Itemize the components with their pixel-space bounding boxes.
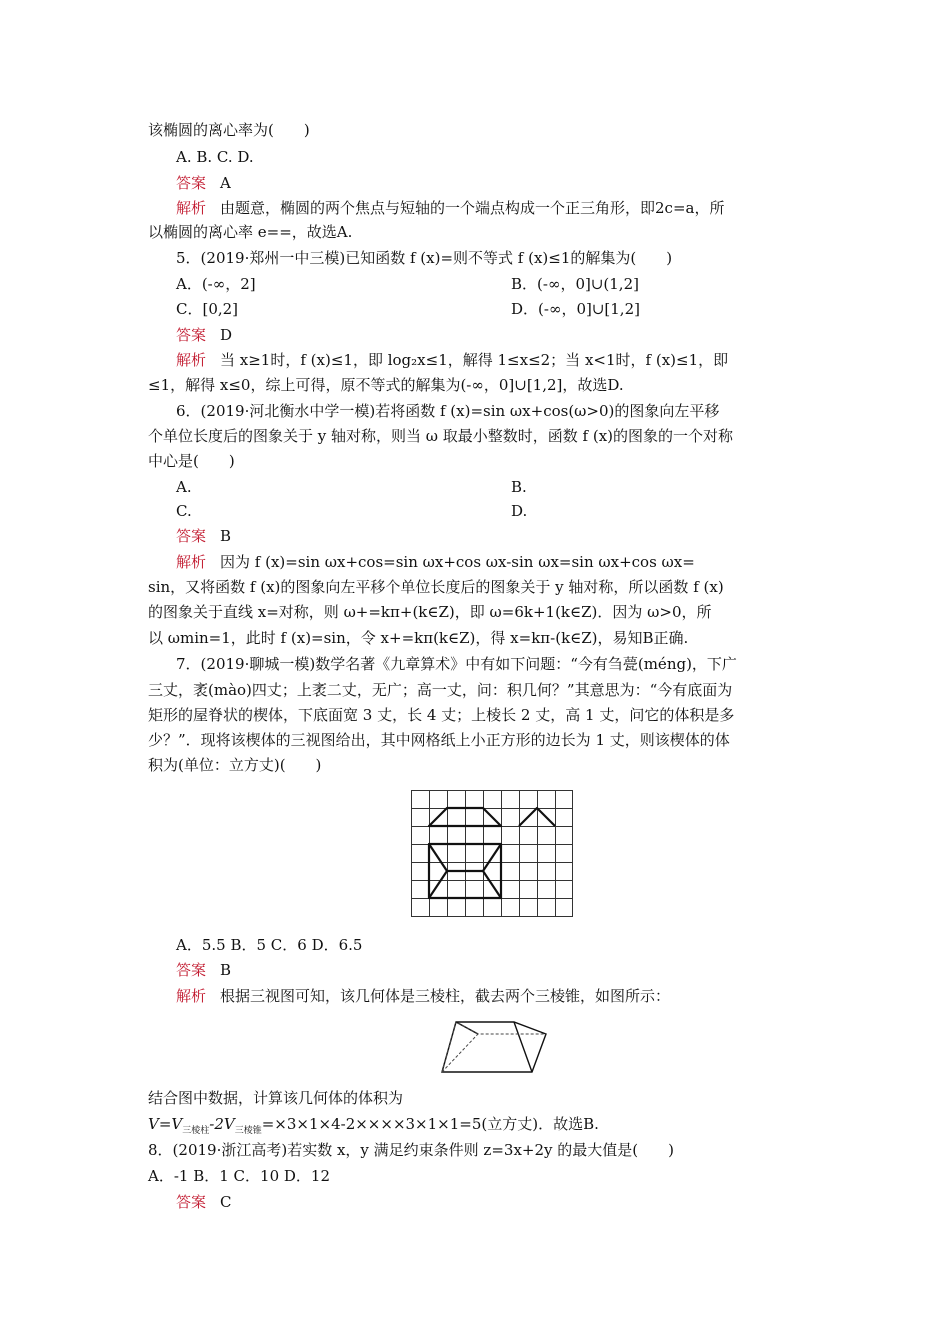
q6-analysis-2: sin，又将函数 f (x)的图象向左平移个单位长度后的图象关于 y 轴对称，所以函数 f (x) [148, 578, 724, 596]
analysis-text: 由题意，椭圆的两个焦点与短轴的一个端点构成一个正三角形，即2c=a，所 [220, 199, 725, 217]
answer-value: A [220, 174, 231, 192]
solid-figure [438, 1020, 554, 1076]
answer-value: B [220, 961, 232, 979]
q6-option-d: D. [511, 502, 528, 520]
answer-label: 答案 [176, 961, 207, 979]
q7-stem-4: 少？”．现将该楔体的三视图给出，其中网格纸上小正方形的边长为 1 丈，则该楔体的体 [148, 731, 730, 749]
q7-formula [148, 1114, 599, 1141]
q6-option-a: A. [176, 478, 192, 496]
q8-stem: 8．(2019·浙江高考)若实数 x，y 满足约束条件则 z=3x+2y 的最大值是( ) [148, 1141, 674, 1159]
q5-answer [176, 325, 232, 345]
solid-edges [456, 1022, 532, 1072]
q7-stem-1: 7．(2019·聊城一模)数学名著《九章算术》中有如下问题：“今有刍甍(méng)，下广 [176, 655, 737, 673]
q6-option-c: C. [176, 502, 192, 520]
analysis-text: 当 x≥1时，f (x)≤1，即 log₂x≤1，解得 1≤x≤2；当 x<1时，f (x)≤1，即 [220, 351, 729, 369]
q6-analysis-1 [176, 552, 695, 572]
formula-mid: -2V [209, 1115, 235, 1133]
answer-label: 答案 [176, 174, 207, 192]
analysis-label: 解析 [176, 351, 207, 369]
q7-options: A．5.5 B．5 C．6 D．6.5 [176, 936, 363, 954]
analysis-label: 解析 [176, 987, 207, 1005]
q8-options: A．-1 B．1 C．10 D．12 [148, 1167, 330, 1185]
q5-analysis-1 [176, 350, 728, 370]
answer-value: D [220, 326, 233, 344]
answer-label: 答案 [176, 527, 207, 545]
q6-stem-2: 个单位长度后的图象关于 y 轴对称，则当 ω 取最小整数时，函数 f (x)的图象的一个对称 [148, 427, 734, 445]
q7-answer [176, 960, 231, 980]
analysis-text: 因为 f (x)=sin ωx+cos=sin ωx+cos ωx-sin ωx=sin ωx+cos ωx= [220, 553, 695, 571]
hidden-edges [442, 1022, 546, 1072]
q7-stem-5: 积为(单位：立方丈)( ) [148, 756, 322, 774]
answer-value: B [220, 527, 232, 545]
q7-conclusion: 结合图中数据，计算该几何体的体积为 [148, 1089, 404, 1107]
q4-options: A. B. C. D. [176, 148, 254, 166]
solid-outline [442, 1022, 546, 1072]
q5-option-a: A．(-∞，2] [176, 275, 256, 293]
q6-analysis-3: 的图象关于直线 x=对称，则 ω+=kπ+(k∈Z)，即 ω=6k+1(k∈Z)．因为 ω>0，所 [148, 603, 712, 621]
q4-analysis-1 [176, 198, 724, 218]
q6-stem-3: 中心是( ) [148, 452, 235, 470]
q5-option-b: B．(-∞，0]∪(1,2] [511, 275, 639, 293]
q7-stem-2: 三丈，袤(mào)四丈；上袤二丈，无广；高一丈，问：积几何？”其意思为：“今有底面为 [148, 681, 733, 699]
analysis-label: 解析 [176, 553, 207, 571]
analysis-label: 解析 [176, 199, 207, 217]
q6-analysis-4: 以 ωmin=1，此时 f (x)=sin，令 x+=kπ(k∈Z)，得 x=kπ-(k∈Z)，易知B正确. [148, 629, 689, 647]
q7-stem-3: 矩形的屋脊状的楔体，下底面宽 3 丈，长 4 丈；上棱长 2 丈，高 1 丈，问它的体积是多 [148, 706, 735, 724]
answer-label: 答案 [176, 1193, 207, 1211]
q5-analysis-2: ≤1，解得 x≤0，综上可得，原不等式的解集为(-∞，0]∪[1,2]，故选D. [148, 376, 624, 394]
formula-sub-prism: 三棱柱 [182, 1126, 210, 1136]
q6-answer [176, 526, 231, 546]
answer-value: C [220, 1193, 232, 1211]
q4-stem: 该椭圆的离心率为( ) [148, 121, 310, 139]
three-view-figure [411, 790, 573, 917]
q8-answer [176, 1192, 232, 1212]
q7-analysis-1 [176, 986, 670, 1006]
analysis-text: 根据三视图可知，该几何体是三棱柱，截去两个三棱锥，如图所示： [220, 987, 671, 1005]
q4-answer [176, 173, 231, 193]
q5-option-c: C．[0,2] [176, 300, 239, 318]
q5-stem: 5．(2019·郑州一中三模)已知函数 f (x)=则不等式 f (x)≤1的解集为( ) [176, 249, 673, 267]
formula-v: V=V [148, 1115, 183, 1133]
q6-stem-1: 6．(2019·河北衡水中学一模)若将函数 f (x)=sin ωx+cos(ω>0)的图象向左平移 [176, 402, 720, 420]
answer-label: 答案 [176, 326, 207, 344]
q4-analysis-2: 以椭圆的离心率 e==，故选A. [148, 223, 353, 241]
q5-option-d: D．(-∞，0]∪[1,2] [511, 300, 640, 318]
q6-option-b: B. [511, 478, 527, 496]
formula-rest: =×3×1×4-2××××3×1×1=5(立方丈)．故选B. [261, 1115, 599, 1133]
formula-sub-pyramid: 三棱锥 [234, 1126, 262, 1136]
